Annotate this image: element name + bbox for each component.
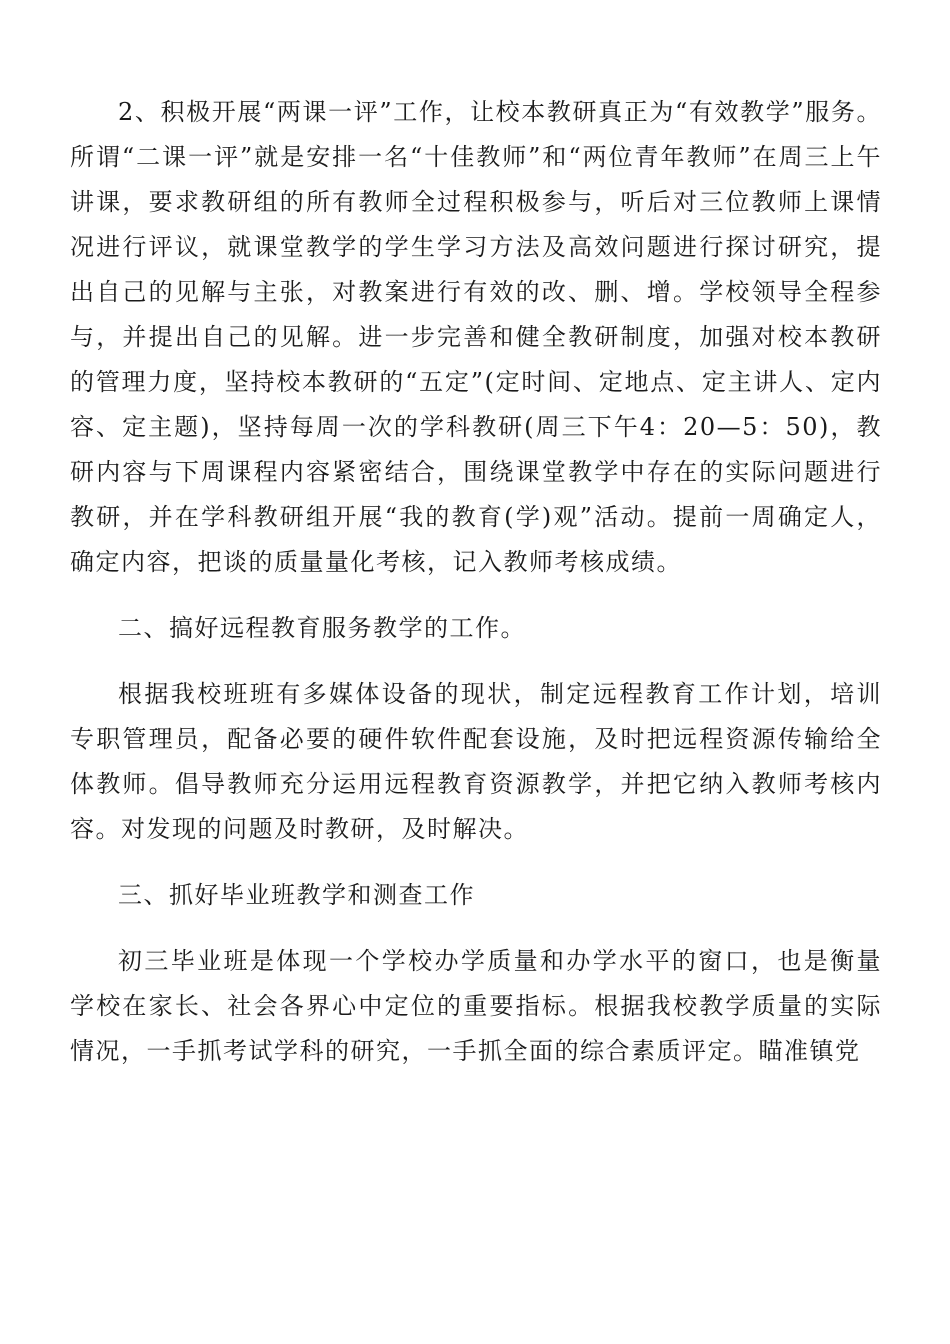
- paragraph-teaching-research: 2、积极开展“两课一评”工作，让校本教研真正为“有效教学”服务。所谓“二课一评”就是安排一名“十佳教师”和“两位青年教师”在周三上午讲课，要求教研组的所有教师全过程积极参与，听后对三位教师上课情况进行评议，就课堂教学的学生学习方法及高效问题进行探讨研究，提出自己的见解与主张，对教案进行有效的改、删、增。学校领导全程参与，并提出自己的见解。进一步完善和健全教研制度，加强对校本教研的管理力度，坚持校本教研的“五定”(定时间、定地点、定主讲人、定内容、定主题)，坚持每周一次的学科教研(周三下午4：20—5：50)，教研内容与下周课程内容紧密结合，围绕课堂教学中存在的实际问题进行教研，并在学科教研组开展“我的教育(学)观”活动。提前一周确定人，确定内容，把谈的质量量化考核，记入教师考核成绩。: [70, 98, 882, 576]
- paragraph-remote-education: 根据我校班班有多媒体设备的现状，制定远程教育工作计划，培训专职管理员，配备必要的硬件软件配套设施，及时把远程资源传输给全体教师。倡导教师充分运用远程教育资源教学，并把它纳入教师考核内容。对发现的问题及时教研，及时解决。: [70, 680, 882, 843]
- paragraph-graduating-class: 初三毕业班是体现一个学校办学质量和办学水平的窗口，也是衡量学校在家长、社会各界心中定位的重要指标。根据我校教学质量的实际情况，一手抓考试学科的研究，一手抓全面的综合素质评定。瞄准镇党: [70, 947, 882, 1065]
- section-heading-graduating-class: 三、抓好毕业班教学和测查工作: [118, 881, 475, 909]
- document-body: [70, 90, 882, 1095]
- section-heading-remote-education: 二、搞好远程教育服务教学的工作。: [118, 614, 526, 642]
